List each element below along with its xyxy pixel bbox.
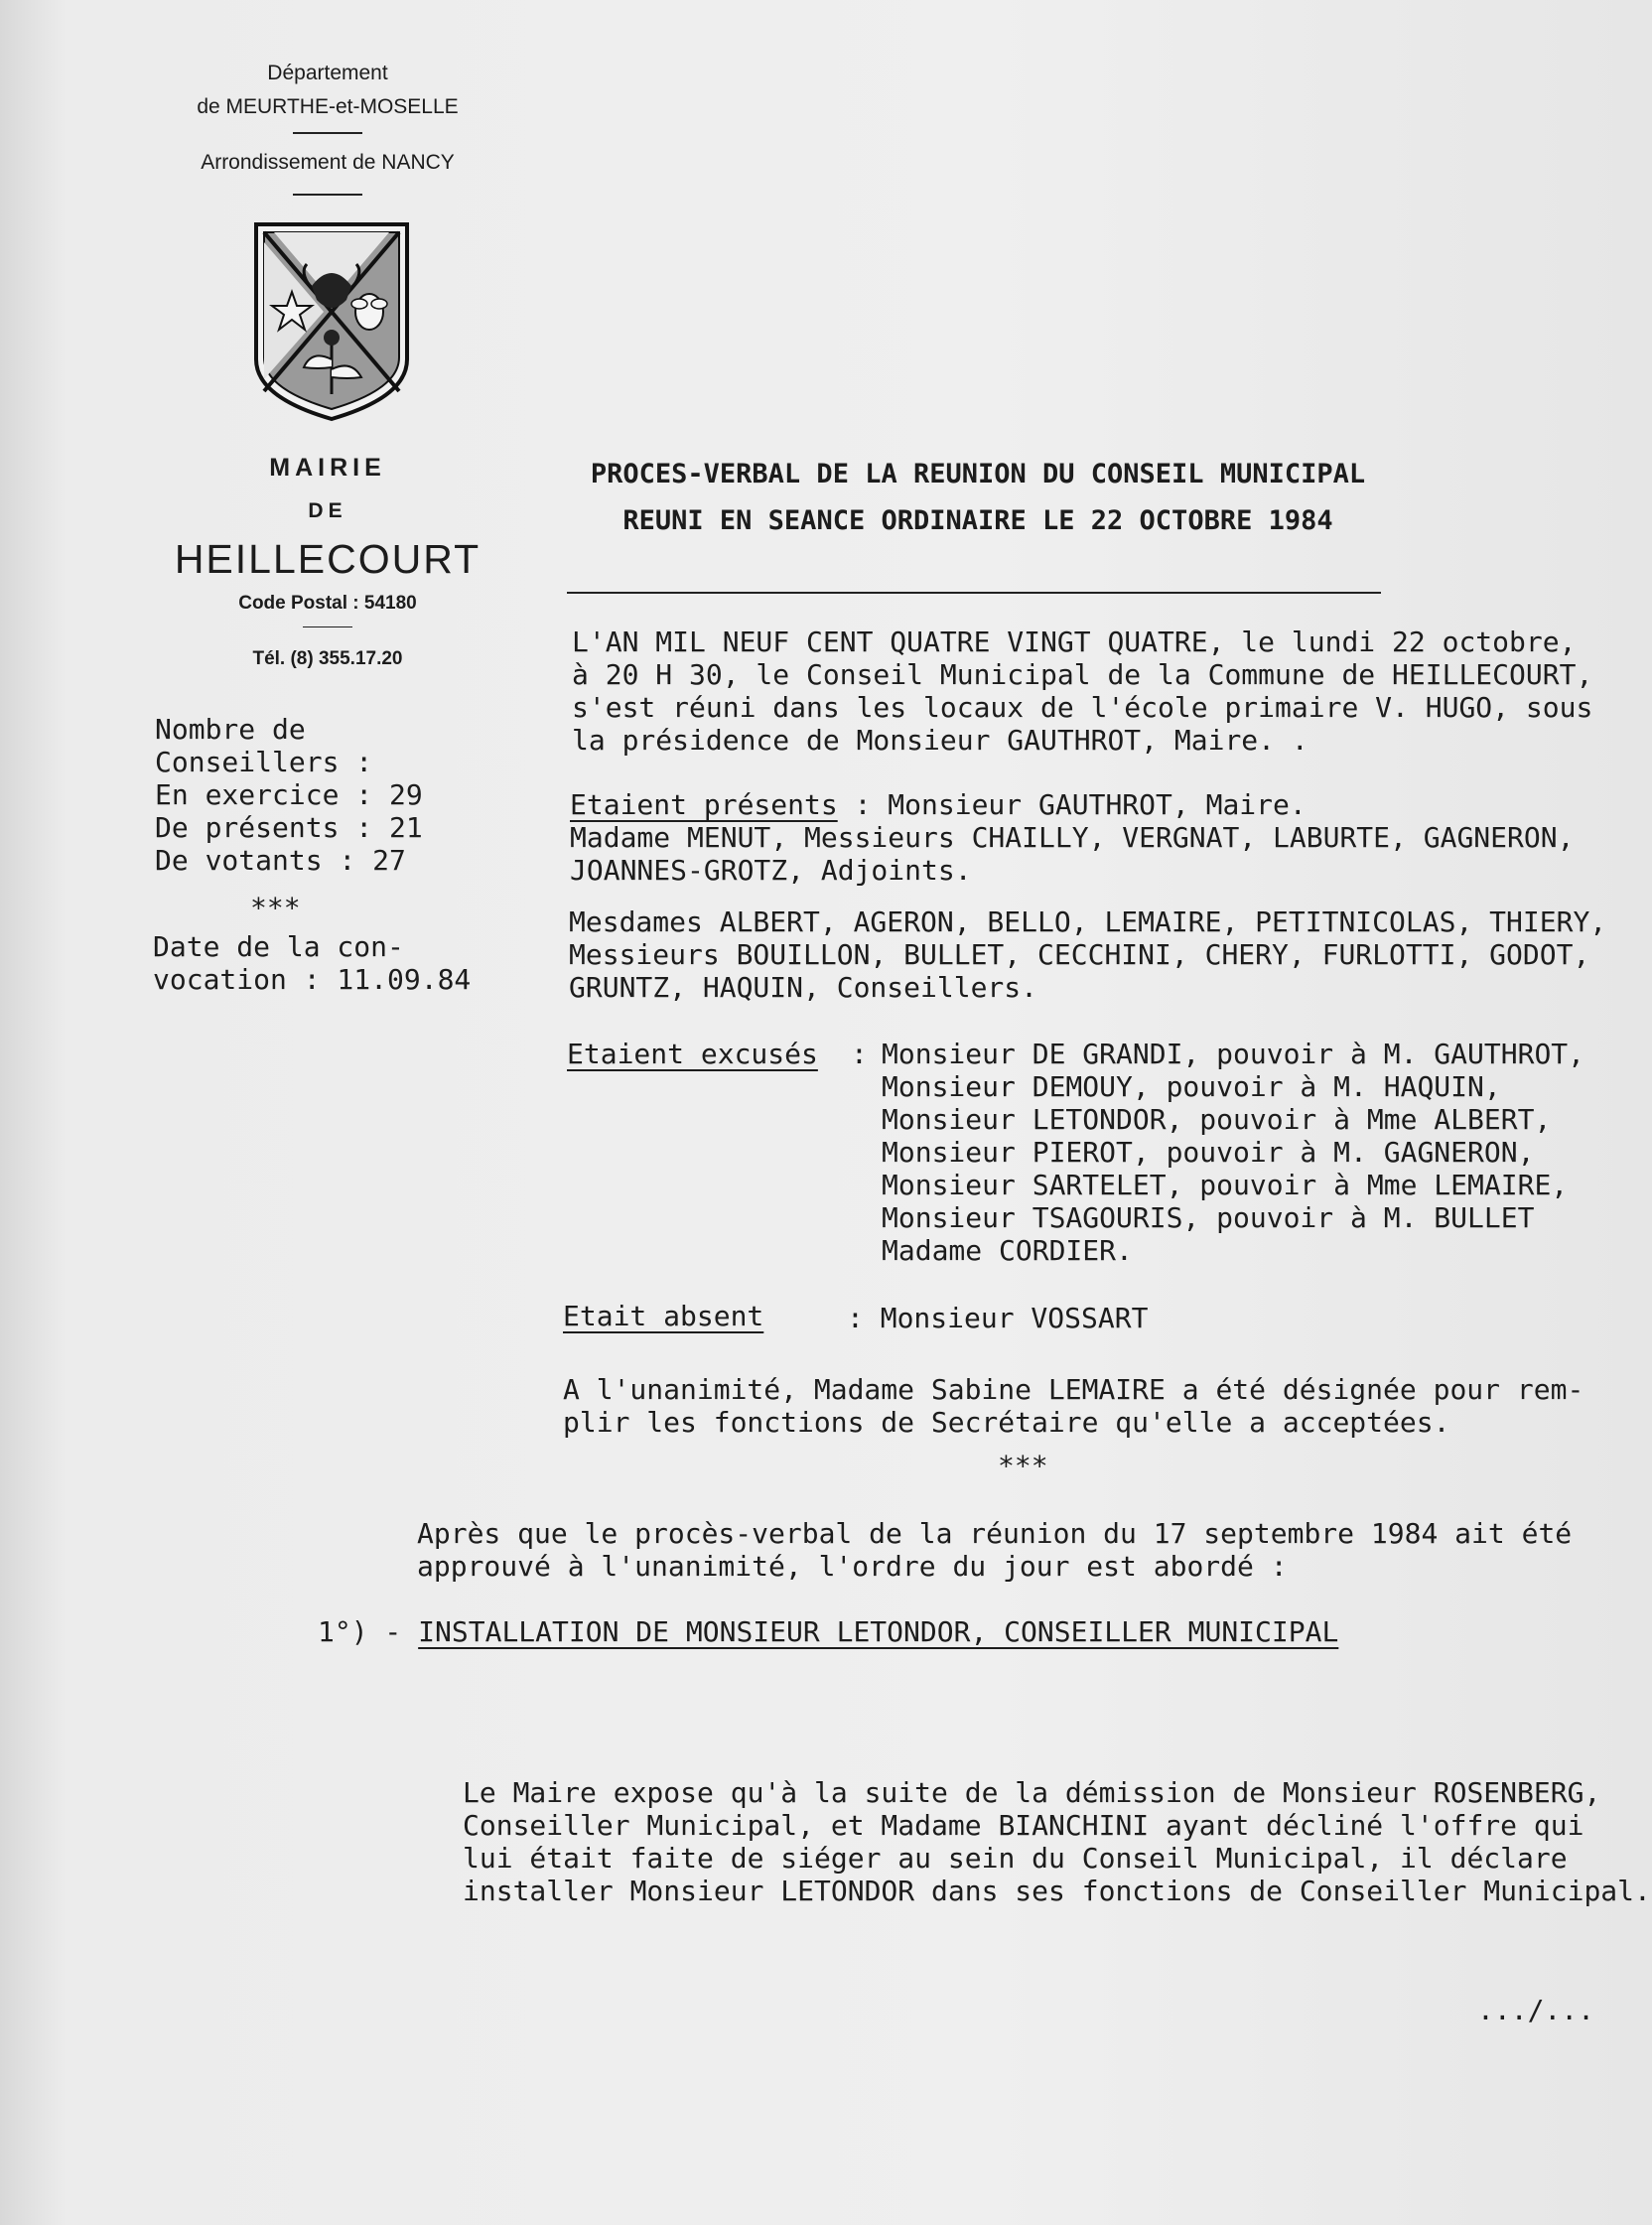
- presents-label: Etaient présents: [570, 788, 838, 821]
- item1-line: installer Monsieur LETONDOR dans ses fonctions de Conseiller Municipal.: [463, 1875, 1651, 1907]
- excuse-line: Monsieur DE GRANDI, pouvoir à M. GAUTHROT,: [882, 1038, 1585, 1070]
- agenda-item-number: 1°) -: [318, 1615, 419, 1648]
- excuse-line: Monsieur SARTELET, pouvoir à Mme LEMAIRE,: [882, 1169, 1569, 1201]
- excuse-line: Monsieur PIEROT, pouvoir à M. GAGNERON,: [882, 1136, 1535, 1169]
- secretary-line: A l'unanimité, Madame Sabine LEMAIRE a été désignée pour rem-: [563, 1373, 1584, 1406]
- sidebar-stars: ***: [250, 892, 301, 924]
- telephone: Tél. (8) 355.17.20: [252, 648, 403, 669]
- item1-line: lui était faite de siéger au sein du Conseil Municipal, il déclare: [463, 1842, 1568, 1875]
- sidebar-line: De présents : 21: [155, 811, 423, 844]
- excuse-line: Madame CORDIER.: [882, 1234, 1133, 1267]
- convocation-date: [153, 930, 471, 996]
- document-title-line1: PROCES-VERBAL DE LA REUNION DU CONSEIL MUNICIPAL: [590, 459, 1366, 489]
- agenda-item-1: [318, 1615, 1338, 1648]
- sidebar-line: Nombre de: [155, 713, 306, 746]
- item1-paragraph: [463, 1776, 1651, 1907]
- intro-line: L'AN MIL NEUF CENT QUATRE VINGT QUATRE, le lundi 22 octobre,: [572, 626, 1577, 658]
- departement-label: Département: [267, 62, 388, 84]
- document-title-line2: REUNI EN SEANCE ORDINAIRE LE 22 OCTOBRE 1984: [622, 505, 1333, 536]
- intro-line: la présidence de Monsieur GAUTHROT, Maire. .: [572, 724, 1308, 757]
- intro-paragraph: [572, 626, 1592, 757]
- secretary-line: plir les fonctions de Secrétaire qu'elle a acceptées.: [563, 1406, 1450, 1439]
- secretary-paragraph: [563, 1373, 1583, 1439]
- sidebar-line: En exercice : 29: [155, 778, 423, 811]
- presents-section: [570, 788, 1574, 887]
- excuses-list: [882, 1038, 1584, 1267]
- presents-first: : Monsieur GAUTHROT, Maire.: [837, 788, 1307, 821]
- mairie-label: MAIRIE: [269, 454, 386, 482]
- title-divider: [567, 592, 1381, 594]
- divider: [293, 194, 362, 196]
- absent-label: Etait absent: [563, 1300, 764, 1332]
- excuse-line: Monsieur TSAGOURIS, pouvoir à M. BULLET: [882, 1201, 1535, 1234]
- council-line: GRUNTZ, HAQUIN, Conseillers.: [569, 971, 1038, 1004]
- arrondissement: Arrondissement de NANCY: [201, 151, 455, 174]
- absent-value: : Monsieur VOSSART: [847, 1302, 1149, 1334]
- separator-stars: ***: [998, 1450, 1048, 1482]
- de-label: DE: [308, 499, 347, 522]
- excuses-label: Etaient excusés: [567, 1038, 818, 1070]
- presents-line: JOANNES-GROTZ, Adjoints.: [570, 854, 972, 887]
- postal-code: Code Postal : 54180: [238, 593, 417, 614]
- approval-line: Après que le procès-verbal de la réunion du 17 septembre 1984 ait été: [417, 1517, 1573, 1550]
- council-line: Messieurs BOUILLON, BULLET, CECCHINI, CHERY, FURLOTTI, GODOT,: [569, 938, 1590, 971]
- departement-name: de MEURTHE-et-MOSELLE: [197, 95, 459, 118]
- excuses-colon: :: [851, 1038, 868, 1070]
- approval-line: approuvé à l'unanimité, l'ordre du jour est abordé :: [417, 1550, 1288, 1583]
- item1-line: Le Maire expose qu'à la suite de la démission de Monsieur ROSENBERG,: [463, 1776, 1601, 1809]
- divider: [303, 626, 352, 627]
- council-members: [569, 905, 1606, 1004]
- sidebar-line: De votants : 27: [155, 844, 406, 877]
- coat-of-arms-icon: [252, 220, 411, 424]
- intro-line: s'est réuni dans les locaux de l'école primaire V. HUGO, sous: [572, 691, 1593, 724]
- convocation-line: vocation : 11.09.84: [153, 963, 472, 996]
- intro-line: à 20 H 30, le Conseil Municipal de la Commune de HEILLECOURT,: [572, 658, 1593, 691]
- divider: [293, 132, 362, 134]
- excuse-line: Monsieur DEMOUY, pouvoir à M. HAQUIN,: [882, 1070, 1501, 1103]
- item1-line: Conseiller Municipal, et Madame BIANCHINI ayant décliné l'offre qui: [463, 1809, 1584, 1842]
- agenda-item-title: INSTALLATION DE MONSIEUR LETONDOR, CONSEILLER MUNICIPAL: [418, 1615, 1339, 1648]
- sidebar-line: Conseillers :: [155, 746, 373, 778]
- sidebar-counts: [155, 713, 423, 877]
- continuation-mark: .../...: [1477, 1994, 1595, 2026]
- excuse-line: Monsieur LETONDOR, pouvoir à Mme ALBERT,: [882, 1103, 1552, 1136]
- presents-line: Madame MENUT, Messieurs CHAILLY, VERGNAT, LABURTE, GAGNERON,: [570, 821, 1575, 854]
- town-name: HEILLECOURT: [174, 536, 482, 582]
- council-line: Mesdames ALBERT, AGERON, BELLO, LEMAIRE, PETITNICOLAS, THIERY,: [569, 905, 1607, 938]
- convocation-line: Date de la con-: [153, 930, 404, 963]
- approval-paragraph: [417, 1517, 1572, 1583]
